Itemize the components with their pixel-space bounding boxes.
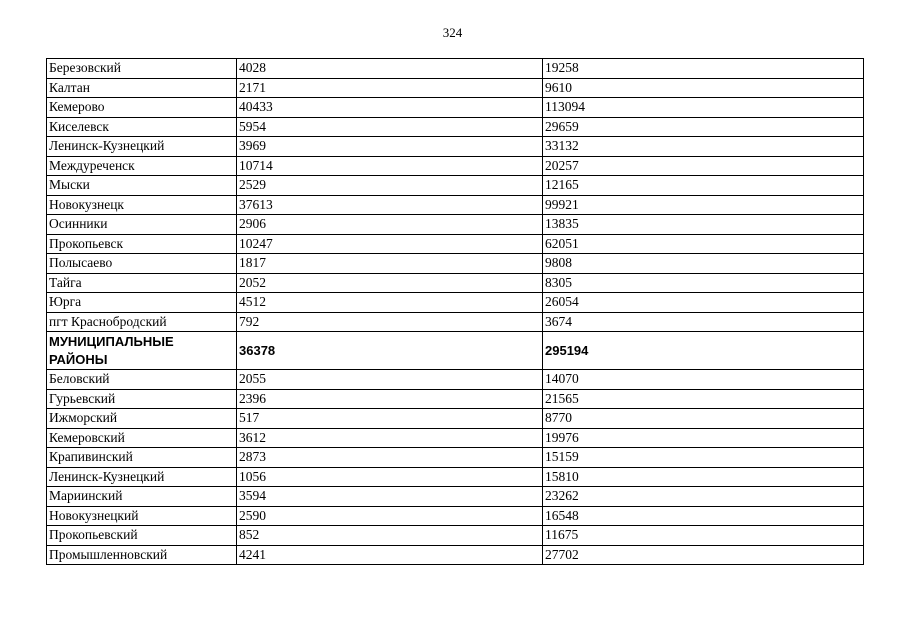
page-number: 324 — [442, 25, 463, 40]
cell-value-2: 15159 — [543, 448, 864, 468]
cell-name: Новокузнецкий — [47, 506, 237, 526]
cell-name: Ижморский — [47, 409, 237, 429]
cell-value-2: 19258 — [543, 59, 864, 79]
cell-name: Юрга — [47, 293, 237, 313]
cell-value-2: 9808 — [543, 254, 864, 274]
cell-name: Кемеровский — [47, 428, 237, 448]
table-row — [47, 389, 864, 409]
cell-value-2: 16548 — [543, 506, 864, 526]
cell-name: Полысаево — [47, 254, 237, 274]
cell-value-1: 3612 — [237, 428, 543, 448]
cell-name: Крапивинский — [47, 448, 237, 468]
table-row — [47, 428, 864, 448]
cell-value-1: 1817 — [237, 254, 543, 274]
cell-value-1: 2906 — [237, 215, 543, 235]
cell-value-1: 4512 — [237, 293, 543, 313]
cell-value-1: 10247 — [237, 234, 543, 254]
table-row — [47, 117, 864, 137]
cell-value-1: 36378 — [237, 332, 543, 370]
table-row — [47, 487, 864, 507]
cell-value-2: 21565 — [543, 389, 864, 409]
cell-value-2: 8305 — [543, 273, 864, 293]
cell-value-1: 2590 — [237, 506, 543, 526]
cell-name: Осинники — [47, 215, 237, 235]
cell-value-1: 5954 — [237, 117, 543, 137]
table-row — [47, 312, 864, 332]
cell-name: Калтан — [47, 78, 237, 98]
cell-value-2: 14070 — [543, 370, 864, 390]
cell-value-2: 23262 — [543, 487, 864, 507]
table-row — [47, 506, 864, 526]
cell-value-1: 3969 — [237, 137, 543, 157]
cell-value-1: 1056 — [237, 467, 543, 487]
cell-value-2: 27702 — [543, 545, 864, 565]
cell-value-2: 11675 — [543, 526, 864, 546]
cell-value-2: 15810 — [543, 467, 864, 487]
table-row — [47, 78, 864, 98]
cell-value-1: 852 — [237, 526, 543, 546]
table-row — [47, 215, 864, 235]
table-row — [47, 234, 864, 254]
cell-value-2: 295194 — [543, 332, 864, 370]
table-row — [47, 176, 864, 196]
table-row — [47, 526, 864, 546]
cell-value-2: 13835 — [543, 215, 864, 235]
table-row — [47, 156, 864, 176]
data-table — [46, 58, 864, 565]
cell-value-1: 2171 — [237, 78, 543, 98]
cell-value-1: 2873 — [237, 448, 543, 468]
table-row-section-header — [47, 332, 864, 370]
cell-name: Киселевск — [47, 117, 237, 137]
cell-value-1: 10714 — [237, 156, 543, 176]
table-row — [47, 137, 864, 157]
cell-value-2: 3674 — [543, 312, 864, 332]
cell-value-1: 2529 — [237, 176, 543, 196]
cell-value-2: 9610 — [543, 78, 864, 98]
cell-value-2: 12165 — [543, 176, 864, 196]
cell-name: МУНИЦИПАЛЬНЫЕ РАЙОНЫ — [47, 332, 237, 370]
cell-value-1: 2396 — [237, 389, 543, 409]
cell-value-2: 26054 — [543, 293, 864, 313]
cell-name: Междуреченск — [47, 156, 237, 176]
table-row — [47, 254, 864, 274]
cell-value-2: 19976 — [543, 428, 864, 448]
table-body — [47, 59, 864, 565]
cell-value-1: 517 — [237, 409, 543, 429]
cell-name: Прокопьевский — [47, 526, 237, 546]
table-row — [47, 370, 864, 390]
cell-value-2: 29659 — [543, 117, 864, 137]
cell-name: Кемерово — [47, 98, 237, 118]
cell-value-2: 8770 — [543, 409, 864, 429]
table-row — [47, 448, 864, 468]
cell-name: Прокопьевск — [47, 234, 237, 254]
cell-value-1: 2052 — [237, 273, 543, 293]
cell-value-1: 4028 — [237, 59, 543, 79]
cell-value-2: 99921 — [543, 195, 864, 215]
cell-value-2: 62051 — [543, 234, 864, 254]
cell-value-2: 113094 — [543, 98, 864, 118]
cell-value-1: 37613 — [237, 195, 543, 215]
cell-name: Промышленновский — [47, 545, 237, 565]
table-row — [47, 467, 864, 487]
cell-name: Тайга — [47, 273, 237, 293]
cell-value-2: 33132 — [543, 137, 864, 157]
cell-name: Новокузнецк — [47, 195, 237, 215]
table-row — [47, 98, 864, 118]
table-row — [47, 409, 864, 429]
cell-value-1: 2055 — [237, 370, 543, 390]
cell-name: Березовский — [47, 59, 237, 79]
table-row — [47, 59, 864, 79]
cell-value-1: 3594 — [237, 487, 543, 507]
cell-name: Ленинск-Кузнецкий — [47, 137, 237, 157]
cell-name: Беловский — [47, 370, 237, 390]
cell-name: Мариинский — [47, 487, 237, 507]
table-row — [47, 195, 864, 215]
cell-name: Мыски — [47, 176, 237, 196]
table-row — [47, 273, 864, 293]
table-row — [47, 545, 864, 565]
cell-value-1: 4241 — [237, 545, 543, 565]
cell-value-2: 20257 — [543, 156, 864, 176]
cell-name: Ленинск-Кузнецкий — [47, 467, 237, 487]
cell-name: Гурьевский — [47, 389, 237, 409]
cell-value-1: 40433 — [237, 98, 543, 118]
cell-name: пгт Краснобродский — [47, 312, 237, 332]
table-row — [47, 293, 864, 313]
cell-value-1: 792 — [237, 312, 543, 332]
